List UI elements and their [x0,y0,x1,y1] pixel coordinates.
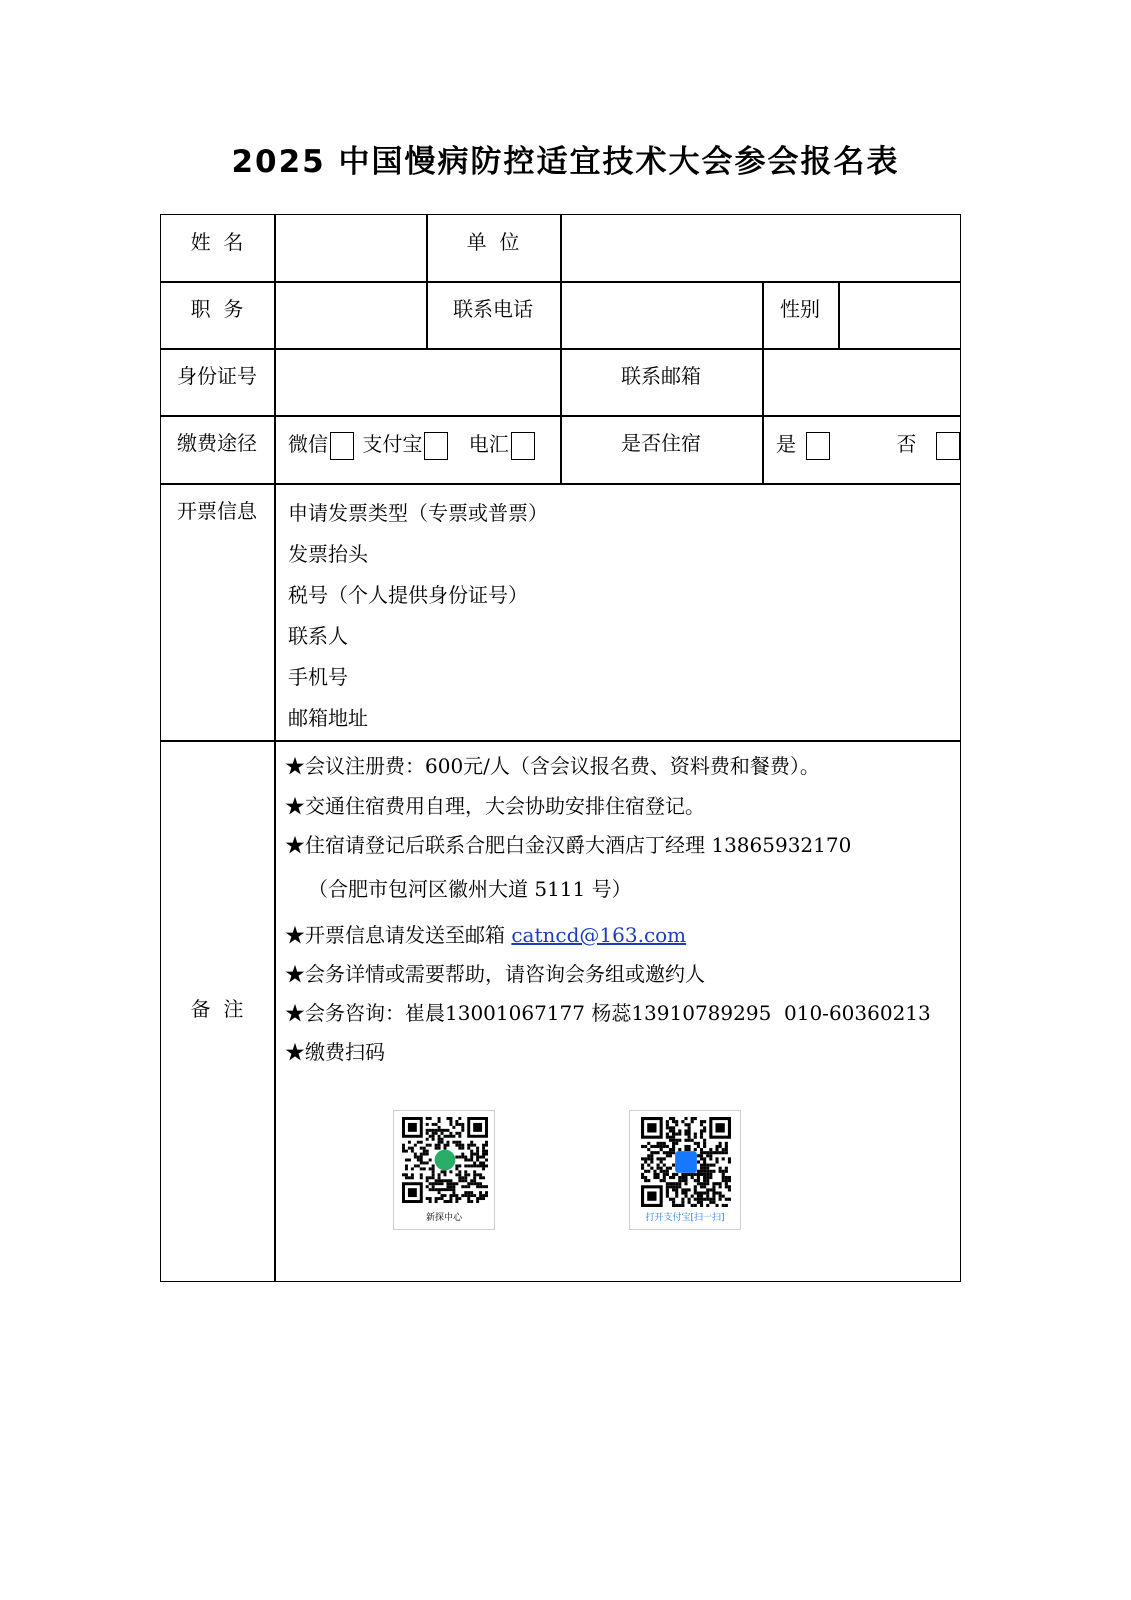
wechat-checkbox[interactable] [330,432,354,460]
remark-contact: ★会务咨询：崔晨13001067177 杨蕊13910789295 010-60360213 [285,1001,931,1025]
lodging-yes-checkbox[interactable] [806,432,830,460]
wire-checkbox[interactable] [511,432,535,460]
phone-label: 联系电话 [453,297,533,321]
invoice-line: 发票抬头 [288,542,368,566]
remark-address: （合肥市包河区徽州大道 5111 号） [308,877,632,901]
wechat-pay-qr-caption: 新探中心 [425,1213,462,1223]
alipay-qr-card[interactable] [629,1110,741,1230]
wechat-pay-qr-code [402,1117,488,1203]
invoice-line: 邮箱地址 [288,706,368,730]
alipay-option-label: 支付宝 [362,432,423,456]
gender-label: 性别 [780,297,820,321]
invoice-line: 手机号 [288,665,348,689]
invoice-email-link[interactable]: catncd@163.com [511,923,687,947]
position-label: 职 务 [190,297,244,321]
remark-hotel: ★住宿请登记后联系合肥白金汉爵大酒店丁经理 13865932170 [285,833,852,857]
unit-field[interactable] [562,216,960,281]
lodging-yes-label: 是 [776,432,796,456]
invoice-label: 开票信息 [177,499,257,523]
lodging-options [776,428,960,460]
alipay-qr-caption: 打开支付宝[扫一扫] [645,1213,725,1223]
remark-fee: ★会议注册费：600元/人（含会议报名费、资料费和餐费）。 [285,754,820,778]
email-field[interactable] [764,350,960,415]
remark-help: ★会务详情或需要帮助，请咨询会务组或邀约人 [285,962,705,986]
name-field[interactable] [276,216,426,281]
invoice-line: 税号（个人提供身份证号） [288,583,528,607]
wechat-pay-qr-card[interactable] [393,1110,495,1230]
wechat-pay-icon [435,1150,456,1171]
lodging-label: 是否住宿 [621,431,701,455]
remark-scan: ★缴费扫码 [285,1040,385,1064]
lodging-no-label: 否 [896,432,917,456]
email-label: 联系邮箱 [621,364,701,388]
remark-invoice-email [285,919,686,948]
page-title: 2025 中国慢病防控适宜技术大会参会报名表 [231,144,900,180]
payment-label: 缴费途径 [177,431,257,455]
invoice-line: 申请发票类型（专票或普票） [288,501,548,525]
wire-option-label: 电汇 [468,432,509,456]
id-label: 身份证号 [177,364,257,388]
alipay-icon [675,1151,697,1173]
remarks-label: 备 注 [190,997,244,1021]
id-field[interactable] [276,350,560,415]
position-field[interactable] [276,283,426,348]
name-label: 姓 名 [190,230,244,254]
phone-field[interactable] [562,283,762,348]
remark-transport: ★交通住宿费用自理，大会协助安排住宿登记。 [285,794,705,818]
remark-invoice-prefix: ★开票信息请发送至邮箱 [285,923,512,947]
lodging-no-checkbox[interactable] [936,432,960,460]
payment-options [288,428,535,460]
unit-label: 单 位 [466,230,520,254]
row-divider [160,483,961,485]
alipay-qr-code [641,1117,731,1207]
row-divider [160,740,961,742]
alipay-checkbox[interactable] [424,432,448,460]
invoice-line: 联系人 [288,624,348,648]
wechat-option-label: 微信 [288,432,328,456]
gender-field[interactable] [840,283,960,348]
